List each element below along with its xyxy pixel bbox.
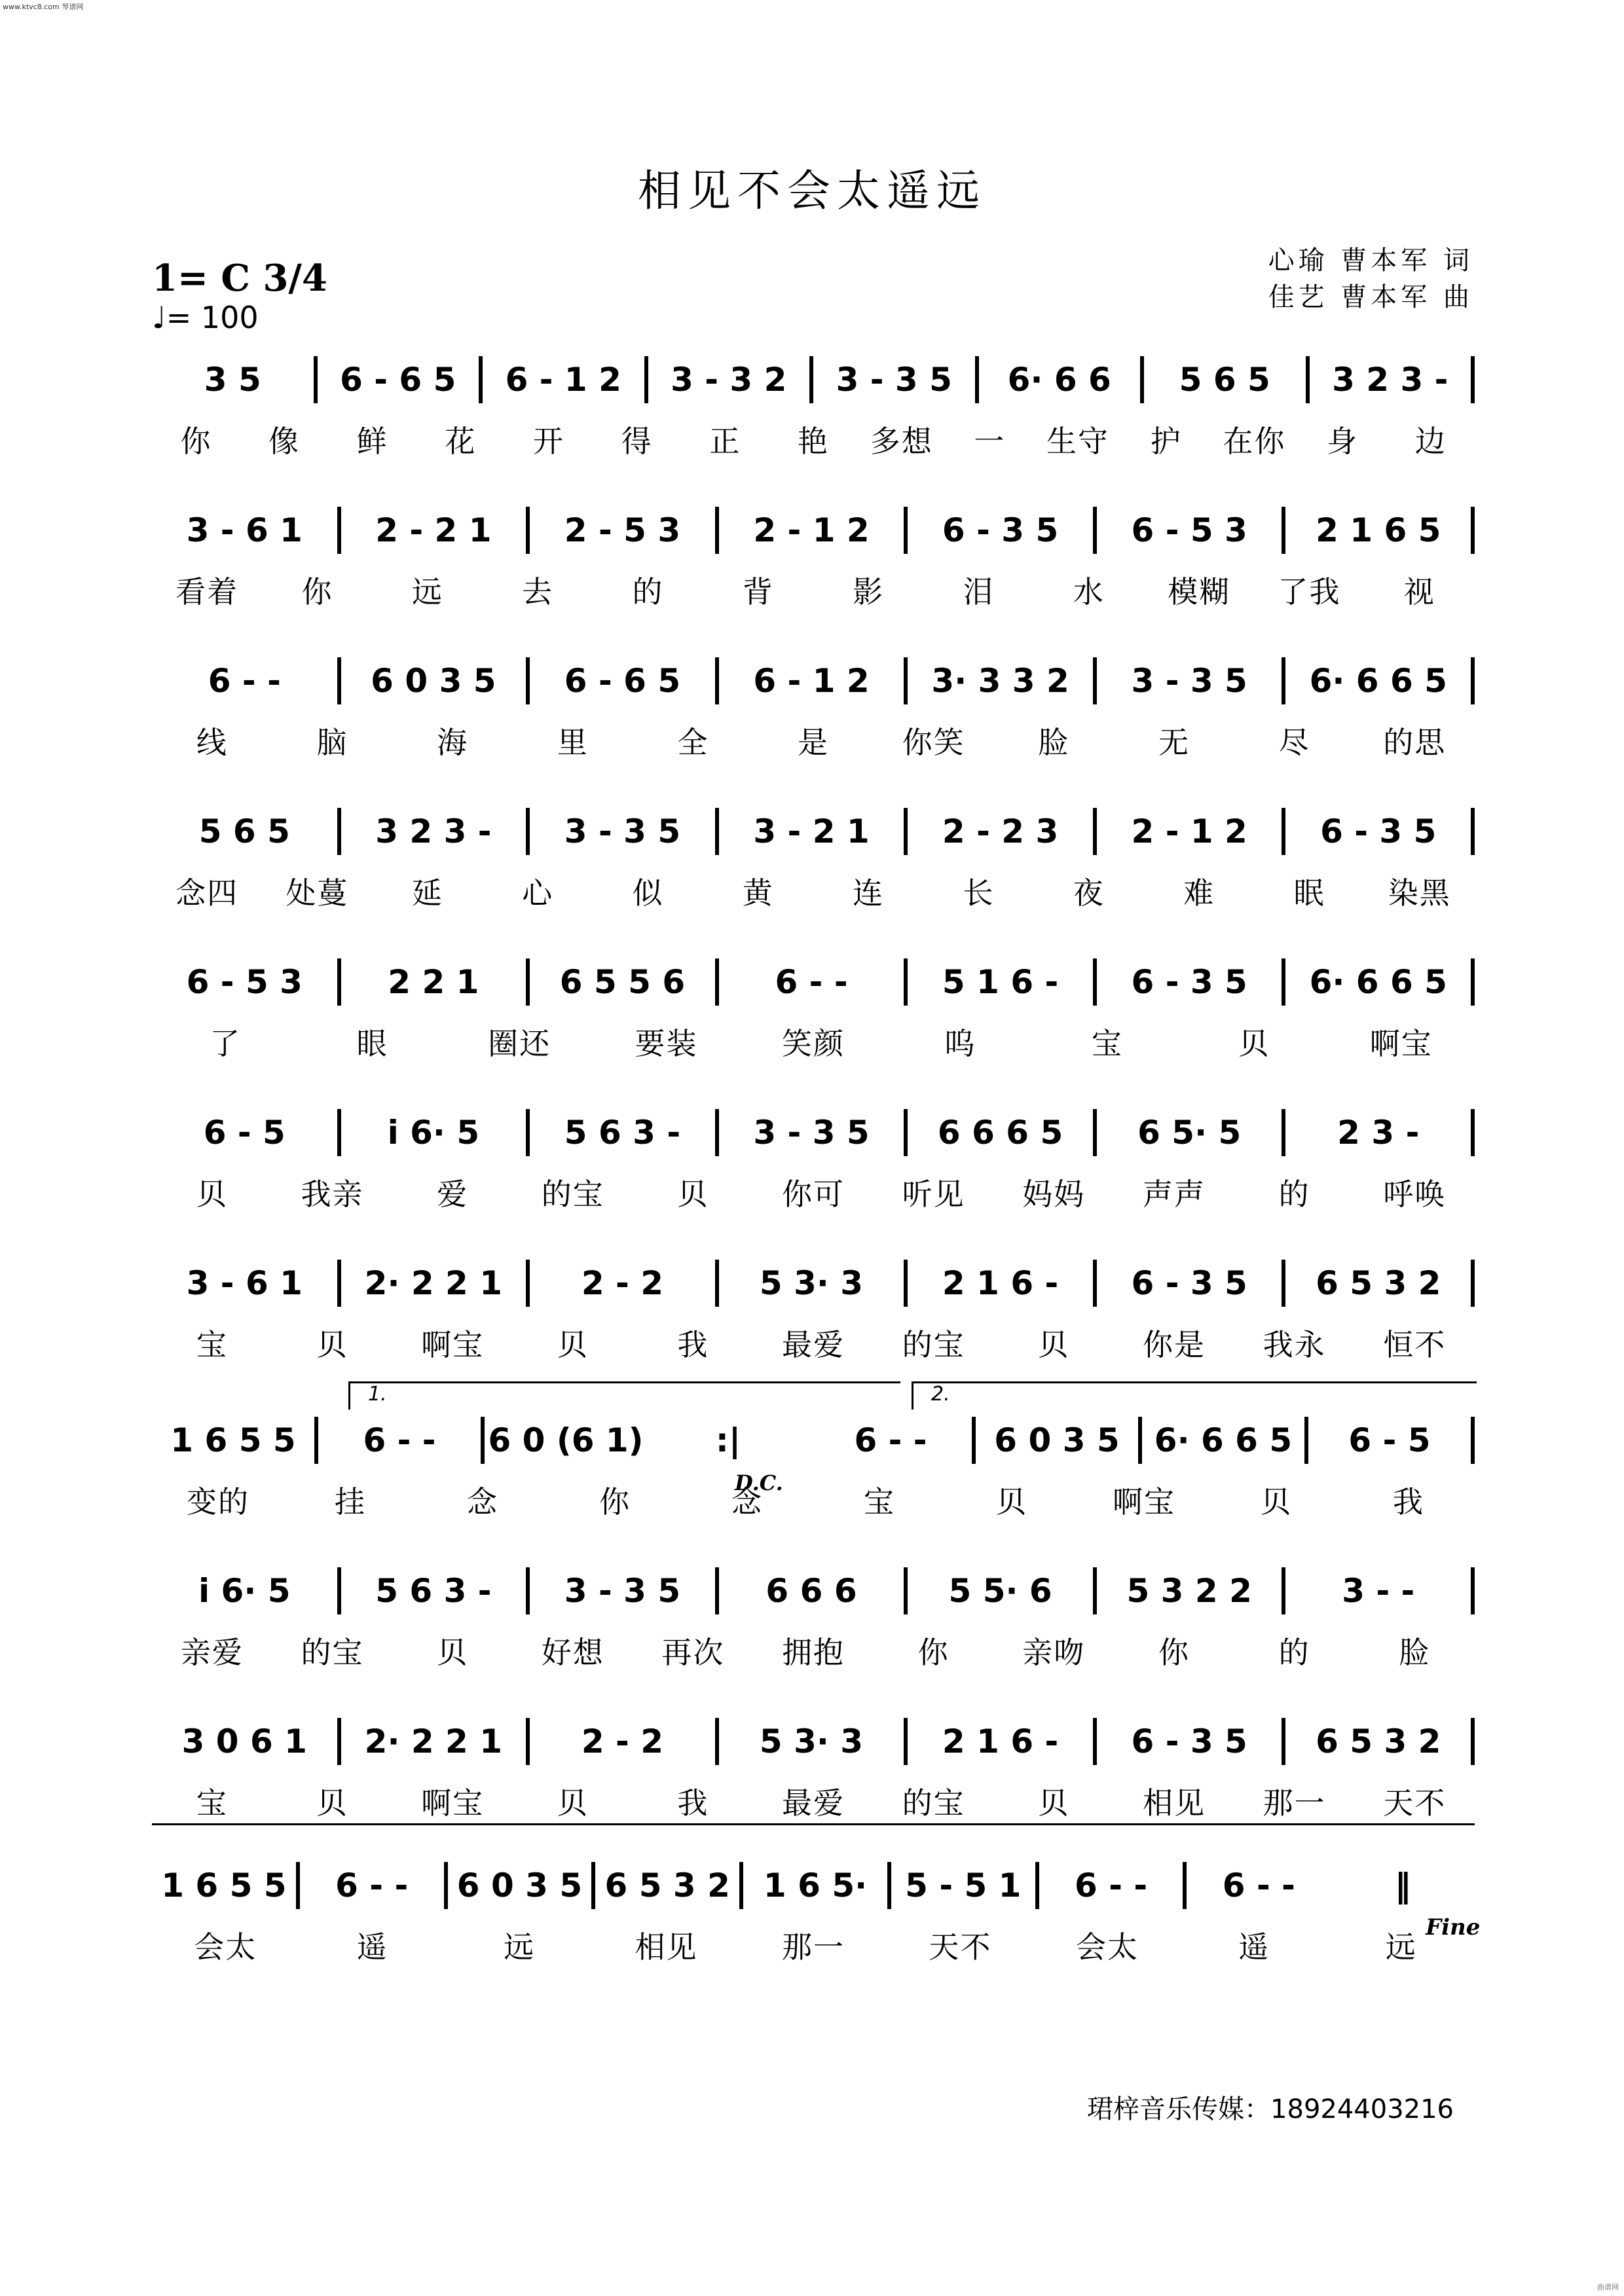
lyric-syllable: 水: [1073, 574, 1105, 610]
lyric-syllable: 贝: [557, 1785, 589, 1821]
lyrics-row: [152, 1019, 1475, 1065]
barline: [1471, 657, 1475, 704]
lyric-syllable: 我: [677, 1785, 709, 1821]
lyric-syllable: 正: [709, 424, 741, 459]
lyric-syllable: 夜: [1073, 875, 1105, 911]
measure-notes: 6 0 3 5: [994, 1421, 1120, 1459]
lyric-syllable: 背: [742, 574, 774, 610]
notation-row: [152, 1565, 1475, 1617]
measure-notes: 3 - 3 5: [1131, 662, 1247, 700]
measure-notes: 5 5· 6: [948, 1572, 1052, 1610]
lyric-syllable: 变的: [187, 1484, 249, 1520]
corner-watermark: 曲谱网: [1597, 2283, 1619, 2291]
measure-notes: 2 2 1: [388, 963, 479, 1001]
measure-notes: 6 - 1 2: [753, 662, 870, 700]
lyric-syllable: 连: [853, 875, 885, 911]
lyric-syllable: 你: [917, 1635, 950, 1670]
lyric-syllable: 了: [210, 1026, 242, 1061]
lyric-syllable: 像: [268, 424, 300, 459]
lyric-syllable: 脸: [1038, 725, 1070, 760]
measure-notes: 2 1 6 -: [942, 1722, 1059, 1760]
lyric-syllable: 恒不: [1383, 1327, 1447, 1362]
lyric-syllable: 你: [301, 574, 333, 610]
notation-row: [152, 1715, 1475, 1768]
lyric-syllable: 最爱: [782, 1327, 845, 1362]
lyrics-row: [152, 868, 1475, 914]
measure-notes: 6 - -: [1222, 1867, 1295, 1904]
measure-notes: 6 - -: [208, 662, 281, 700]
measure-notes: 6· 6 6 5: [1309, 662, 1447, 700]
barline: [1471, 1417, 1475, 1464]
lyric-syllable: 天不: [929, 1929, 992, 1965]
da-capo-marking: D.C.: [735, 1470, 783, 1495]
lyric-syllable: 是: [798, 725, 830, 760]
site-url: www.ktvc8.com 琴谱网: [3, 3, 84, 11]
measure-notes: 3 - 3 5: [564, 1572, 681, 1610]
lyric-syllable: 泪: [963, 574, 995, 610]
measure-notes: 5 6 3 -: [564, 1114, 681, 1152]
lyric-syllable: 挂: [335, 1484, 366, 1520]
measure-notes: 5 3· 3: [759, 1722, 864, 1760]
lyric-syllable: 你是: [1142, 1327, 1206, 1362]
measure-notes: 6· 6 6: [1007, 361, 1111, 399]
measure-notes: 3 - 3 5: [753, 1114, 870, 1152]
measure-notes: 6 - 3 5: [1131, 1264, 1247, 1302]
lyric-syllable: 长: [963, 875, 995, 911]
lyric-syllable: 啊宝: [421, 1327, 485, 1362]
measure-notes: 3 - -: [1342, 1572, 1415, 1610]
lyric-syllable: 处蔓: [286, 875, 349, 911]
notation-row: [152, 655, 1475, 707]
measure-notes: 2 1 6 -: [942, 1264, 1059, 1302]
lyric-syllable: 听见: [902, 1176, 965, 1212]
notation-row: [152, 956, 1475, 1008]
lyric-syllable: 相见: [635, 1929, 698, 1965]
notation-row: [152, 1859, 1475, 1912]
lyric-syllable: 遥: [356, 1929, 388, 1965]
lyric-syllable: 啊宝: [421, 1785, 485, 1821]
measure-notes: 6 - -: [775, 963, 848, 1001]
measure-notes: 5 6 5: [1179, 361, 1270, 399]
lyric-syllable: 亲爱: [180, 1635, 244, 1670]
lyric-syllable: 圈还: [488, 1026, 551, 1061]
measure-notes: 3 2 3 -: [375, 812, 492, 850]
measure-notes: 5 - 5 1: [905, 1867, 1022, 1904]
measure-notes: 2 1 6 5: [1316, 511, 1441, 549]
lyric-syllable: 远: [504, 1929, 536, 1965]
lyric-syllable: 贝: [1261, 1484, 1292, 1520]
lyric-syllable: 艳: [798, 424, 830, 459]
lyric-syllable: 的宝: [902, 1327, 965, 1362]
lyric-syllable: 宝: [196, 1785, 228, 1821]
lyrics-row: [152, 1778, 1475, 1824]
measure-notes: 6 - 5 3: [186, 963, 303, 1001]
measure-notes: 5 3· 3: [759, 1264, 864, 1302]
barline: [1471, 507, 1475, 554]
lyric-syllable: 贝: [1038, 1327, 1070, 1362]
lyricist-credit: 心瑜 曹本军 词: [1268, 246, 1473, 276]
notation-row: [152, 1414, 1475, 1467]
barline: [1471, 1567, 1475, 1614]
lyric-syllable: 拥抱: [782, 1635, 845, 1670]
lyric-syllable: 眼: [356, 1026, 388, 1061]
measure-notes: 2 - 1 2: [753, 511, 870, 549]
first-ending-label: 1.: [368, 1383, 387, 1406]
lyric-syllable: 身: [1327, 424, 1359, 459]
lyric-syllable: 的宝: [902, 1785, 965, 1821]
lyric-syllable: 染黑: [1388, 875, 1451, 911]
measure-notes: 6 - -: [1075, 1867, 1148, 1904]
lyrics-row: [152, 1922, 1475, 1968]
measure-notes: 6· 6 6 5: [1309, 963, 1447, 1001]
measure-notes: 3· 3 3 2: [931, 662, 1069, 700]
lyric-syllable: 远: [1385, 1929, 1417, 1965]
lyric-syllable: 笑颜: [781, 1026, 845, 1061]
score-title: 相见不会太遥远: [638, 166, 986, 216]
lyrics-row: [152, 1169, 1475, 1215]
measure-notes: 6 - 5: [1348, 1421, 1431, 1459]
lyric-syllable: 念: [731, 1484, 763, 1520]
lyric-syllable: 黄: [742, 875, 774, 911]
lyric-syllable: 全: [677, 725, 709, 760]
first-ending-bracket: [348, 1381, 900, 1410]
lyrics-row: [152, 1477, 1475, 1523]
measure-notes: 2 - 2: [581, 1264, 664, 1302]
lyric-syllable: 贝: [316, 1785, 348, 1821]
measure-notes: 6 5 3 2: [1316, 1264, 1441, 1302]
lyric-syllable: 模糊: [1168, 574, 1231, 610]
lyric-syllable: 贝: [316, 1327, 348, 1362]
notation-row: [152, 1106, 1475, 1159]
lyric-syllable: 无: [1158, 725, 1190, 760]
measure-notes: 6· 6 6 5: [1154, 1421, 1293, 1459]
lyric-syllable: 宝: [864, 1484, 895, 1520]
lyric-syllable: 的: [1278, 1635, 1310, 1670]
composer-credit: 佳艺 曹本军 曲: [1268, 282, 1473, 312]
lyric-syllable: 声声: [1142, 1176, 1206, 1212]
lyric-syllable: 我: [1393, 1484, 1424, 1520]
lyric-syllable: 里: [557, 725, 589, 760]
lyric-syllable: 亲吻: [1022, 1635, 1086, 1670]
measure-notes: 6 - -: [335, 1867, 409, 1904]
measure-notes: 6 0 3 5: [456, 1867, 583, 1904]
lyric-syllable: 开: [533, 424, 565, 459]
lyric-syllable: 看着: [175, 574, 239, 610]
notation-row: [152, 354, 1475, 406]
lyric-syllable: 一: [974, 424, 1006, 459]
lyric-syllable: 相见: [1142, 1785, 1206, 1821]
measure-notes: 5 6 5: [198, 812, 290, 850]
lyric-syllable: 的思: [1383, 725, 1447, 760]
lyric-syllable: 难: [1183, 875, 1215, 911]
lyric-syllable: 你可: [782, 1176, 845, 1212]
lyric-syllable: 遥: [1238, 1929, 1270, 1965]
lyric-syllable: 影: [853, 574, 885, 610]
lyric-syllable: 的: [632, 574, 664, 610]
measure-notes: 5 3 2 2: [1126, 1572, 1252, 1610]
lyric-syllable: 宝: [196, 1327, 228, 1362]
lyric-syllable: 会太: [194, 1929, 257, 1965]
measure-notes: 5 1 6 -: [942, 963, 1059, 1001]
lyric-syllable: 似: [632, 875, 664, 911]
lyric-syllable: 爱: [437, 1176, 469, 1212]
measure-notes: 6 - 3 5: [1131, 1722, 1247, 1760]
measure-notes: 2 - 2 1: [375, 511, 492, 549]
measure-notes: 6 5· 5: [1137, 1114, 1242, 1152]
lyric-syllable: 鲜: [356, 424, 388, 459]
lyric-syllable: 要装: [635, 1026, 698, 1061]
lyric-syllable: 念: [467, 1484, 498, 1520]
barline: [1471, 1718, 1475, 1765]
lyric-syllable: 多想: [870, 424, 933, 459]
lyric-syllable: 贝: [996, 1484, 1027, 1520]
lyric-syllable: 的: [1278, 1176, 1310, 1212]
lyric-syllable: 脸: [1399, 1635, 1431, 1670]
measure-notes: 2 - 1 2: [1131, 812, 1247, 850]
lyric-syllable: 脑: [316, 725, 348, 760]
measure-notes: 2 - 2: [581, 1722, 664, 1760]
lyric-syllable: 线: [196, 725, 228, 760]
barline: [1471, 958, 1475, 1006]
publisher-contact: 珺梓音乐传媒：18924403216: [1087, 2094, 1454, 2124]
measure-notes: :|: [715, 1421, 741, 1459]
lyric-syllable: 你笑: [902, 725, 965, 760]
measure-notes: 2· 2 2 1: [364, 1264, 503, 1302]
lyric-syllable: 最爱: [782, 1785, 845, 1821]
measure-notes: 6 - 3 5: [1320, 812, 1437, 850]
lyric-syllable: 海: [437, 725, 469, 760]
measure-notes: 2 - 2 3: [942, 812, 1059, 850]
measure-notes: 3 - 6 1: [186, 511, 303, 549]
second-ending-bracket: [912, 1381, 1477, 1410]
lyric-syllable: 的宝: [541, 1176, 604, 1212]
lyric-syllable: 啊宝: [1113, 1484, 1175, 1520]
lyrics-row: [152, 567, 1475, 613]
measure-notes: 2· 2 2 1: [364, 1722, 503, 1760]
barline: [1471, 808, 1475, 855]
lyric-syllable: 天不: [1383, 1785, 1447, 1821]
measure-notes: 6 - 5 3: [1131, 511, 1247, 549]
lyric-syllable: 边: [1414, 424, 1447, 459]
measure-notes: 1 6 5 5: [161, 1867, 287, 1904]
measure-notes: 6 6 6 5: [937, 1114, 1063, 1152]
lyric-syllable: 我亲: [301, 1176, 364, 1212]
lyrics-row: [152, 1628, 1475, 1673]
measure-notes: 6 - -: [363, 1421, 436, 1459]
fine-marking: Fine: [1426, 1914, 1481, 1941]
lyric-syllable: 贝: [437, 1635, 469, 1670]
lyric-syllable: 你: [180, 424, 212, 459]
measure-notes: 3 - 3 5: [564, 812, 681, 850]
measure-notes: 2 - 5 3: [564, 511, 681, 549]
measure-notes: 6 - 6 5: [340, 361, 456, 399]
measure-notes: 1 6 5·: [763, 1867, 868, 1904]
measure-notes: 6 5 5 6: [559, 963, 686, 1001]
lyric-syllable: 延: [411, 875, 443, 911]
lyric-syllable: 视: [1403, 574, 1435, 610]
lyric-syllable: 我永: [1263, 1327, 1326, 1362]
lyric-syllable: 贝: [1238, 1026, 1270, 1061]
lyric-syllable: 贝: [196, 1176, 228, 1212]
lyric-syllable: 宝: [1091, 1026, 1123, 1061]
measure-notes: 6 - 3 5: [1131, 963, 1247, 1001]
key-signature: 1= C 3/4: [152, 257, 327, 300]
tempo-marking: ♩= 100: [152, 300, 259, 335]
measure-notes: 3 - 3 5: [836, 361, 952, 399]
measure-notes: 6 6 6: [766, 1572, 857, 1610]
lyrics-row: [152, 1320, 1475, 1366]
measure-notes: i 6· 5: [387, 1114, 480, 1152]
measure-notes: 5 6 3 -: [375, 1572, 492, 1610]
lyric-syllable: 那一: [1263, 1785, 1326, 1821]
measure-notes: 6 0 (6 1): [488, 1421, 644, 1459]
measure-notes: 6 5 3 2: [604, 1867, 730, 1904]
measure-notes: 6 - -: [854, 1421, 927, 1459]
lyric-syllable: 花: [445, 424, 477, 459]
notation-row: [152, 504, 1475, 556]
measure-notes: 3 5: [204, 361, 261, 399]
lyric-syllable: 啊宝: [1369, 1026, 1433, 1061]
notation-row: [152, 805, 1475, 858]
measure-notes: 6 - 3 5: [942, 511, 1059, 549]
measure-notes: 6 - 6 5: [564, 662, 681, 700]
lyric-syllable: 贝: [677, 1176, 709, 1212]
lyric-syllable: 眠: [1293, 875, 1325, 911]
lyric-syllable: 妈妈: [1022, 1176, 1086, 1212]
lyric-syllable: 了我: [1278, 574, 1341, 610]
measure-notes: 3 - 2 1: [753, 812, 870, 850]
lyrics-row: [152, 718, 1475, 763]
lyric-syllable: 护: [1150, 424, 1182, 459]
lyric-syllable: 你: [1158, 1635, 1190, 1670]
lyric-syllable: 贝: [557, 1327, 589, 1362]
measure-notes: ‖: [1394, 1867, 1411, 1904]
second-ending-label: 2.: [931, 1383, 950, 1406]
lyric-syllable: 好想: [541, 1635, 604, 1670]
lyric-syllable: 去: [522, 574, 554, 610]
lyric-syllable: 贝: [1038, 1785, 1070, 1821]
lyrics-row: [152, 416, 1475, 462]
measure-notes: 3 - 6 1: [186, 1264, 303, 1302]
measure-notes: 3 2 3 -: [1332, 361, 1449, 399]
lyric-syllable: 呜: [944, 1026, 976, 1061]
barline: [1471, 356, 1475, 403]
lyric-syllable: 生守: [1046, 424, 1110, 459]
lyric-syllable: 那一: [781, 1929, 845, 1965]
lyric-syllable: 再次: [661, 1635, 725, 1670]
lyric-syllable: 我: [677, 1327, 709, 1362]
measure-notes: 3 - 3 2: [671, 361, 787, 399]
lyric-syllable: 念四: [175, 875, 239, 911]
section-rule: [152, 1823, 1475, 1825]
notation-row: [152, 1257, 1475, 1309]
lyric-syllable: 心: [522, 875, 554, 911]
lyric-syllable: 尽: [1278, 725, 1310, 760]
measure-notes: 1 6 5 5: [170, 1421, 296, 1459]
measure-notes: 2 3 -: [1337, 1114, 1420, 1152]
barline: [1471, 1260, 1475, 1307]
measure-notes: i 6· 5: [198, 1572, 291, 1610]
barline: [1471, 1109, 1475, 1156]
lyric-syllable: 远: [411, 574, 443, 610]
measure-notes: 6 - 5: [203, 1114, 286, 1152]
lyric-syllable: 你: [599, 1484, 631, 1520]
lyric-syllable: 在你: [1223, 424, 1286, 459]
lyric-syllable: 会太: [1075, 1929, 1139, 1965]
lyric-syllable: 呼唤: [1383, 1176, 1447, 1212]
lyric-syllable: 的宝: [301, 1635, 364, 1670]
measure-notes: 6 5 3 2: [1316, 1722, 1441, 1760]
measure-notes: 6 0 3 5: [371, 662, 496, 700]
measure-notes: 3 0 6 1: [181, 1722, 307, 1760]
measure-notes: 6 - 1 2: [505, 361, 621, 399]
lyric-syllable: 得: [621, 424, 653, 459]
